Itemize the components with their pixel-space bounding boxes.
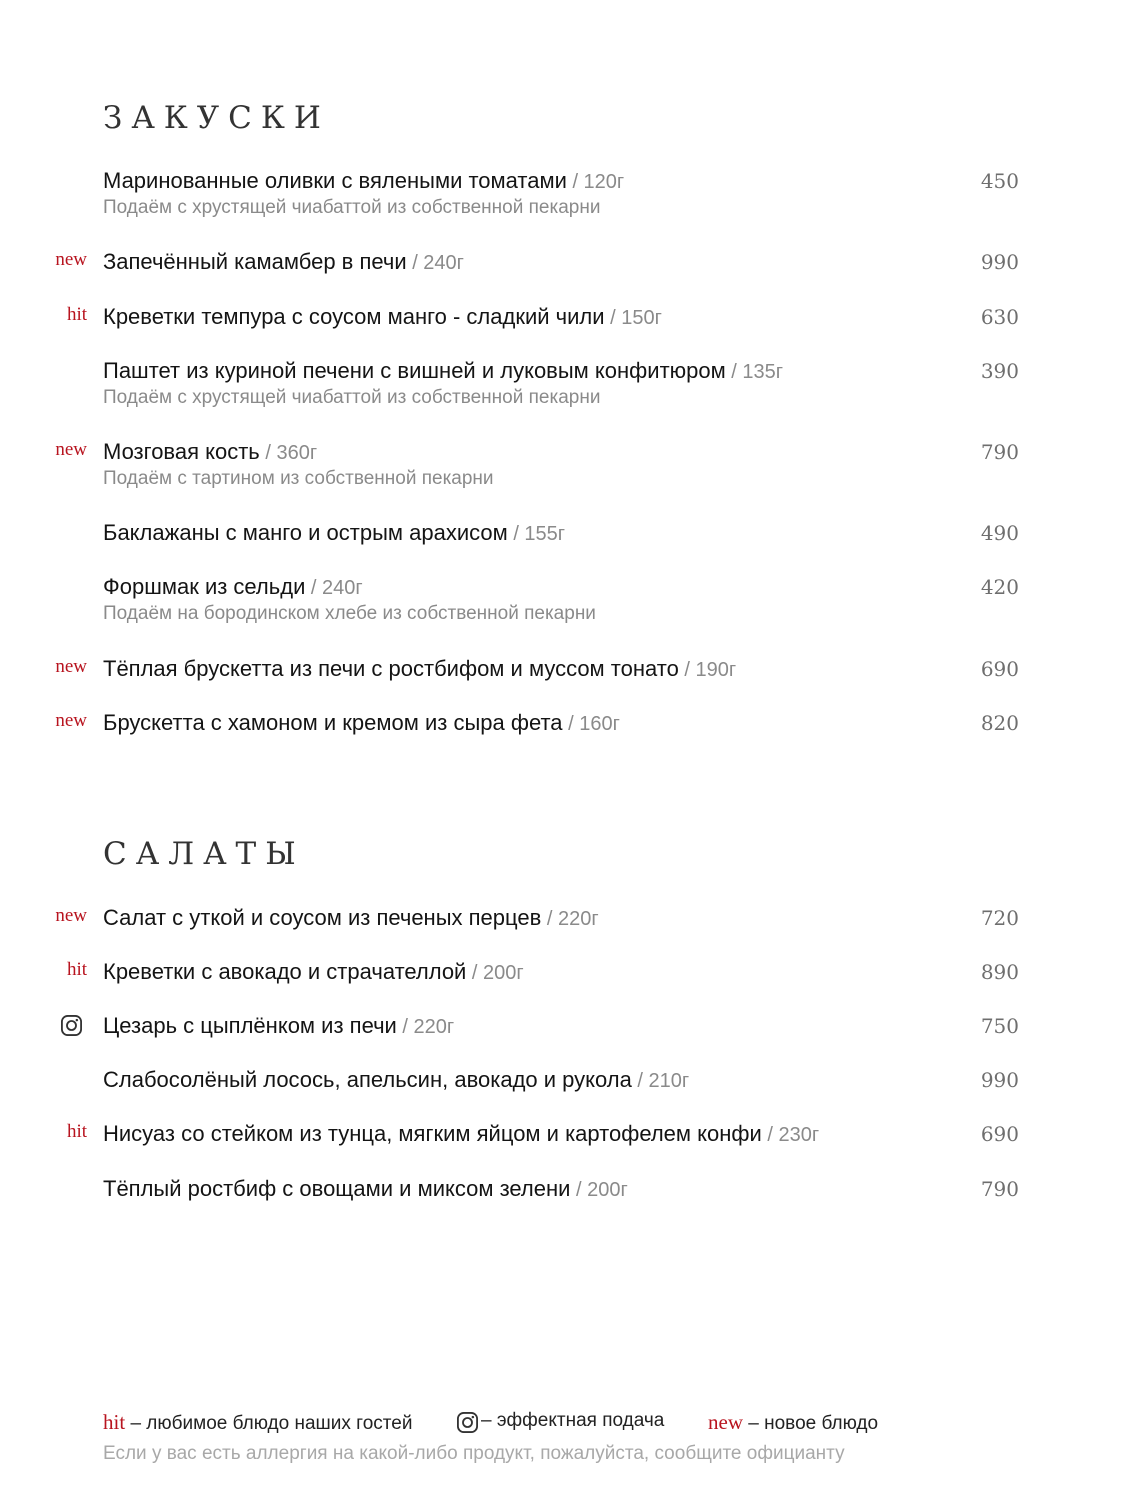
item-price: 490: [980, 521, 1019, 545]
instagram-icon: [60, 1014, 83, 1037]
item-price: 750: [980, 1014, 1019, 1038]
item-price: 690: [980, 657, 1019, 681]
item-name: Баклажаны с манго и острым арахисом: [103, 520, 508, 545]
hit-badge: hit: [66, 304, 87, 325]
item-price: 390: [980, 359, 1019, 383]
legend-hit-mark: hit: [103, 1410, 126, 1434]
item-price: 450: [980, 169, 1019, 193]
item-weight: / 240г: [406, 252, 464, 274]
item-name: Креветки темпура с соусом манго - сладкий чили: [103, 304, 605, 329]
item-price: 720: [980, 906, 1019, 930]
item-name: Тёплая брускетта из печи с ростбифом и муссом тонато: [103, 656, 679, 681]
item-name: Мозговая кость: [103, 439, 260, 464]
item-price: 420: [980, 575, 1019, 599]
legend-icon-text: – эффектная подача: [481, 1410, 665, 1431]
item-weight: / 360г: [259, 442, 318, 464]
item-price: 820: [980, 711, 1019, 735]
allergy-note: Если у вас есть аллергия на какой-либо продукт, пожалуйста, сообщите официанту: [103, 1443, 845, 1464]
new-badge: new: [55, 656, 87, 677]
item-weight: / 200г: [570, 1179, 628, 1201]
item-weight: / 160г: [562, 713, 620, 735]
new-badge: new: [55, 905, 87, 926]
legend-hit-text: – любимое блюдо наших гостей: [125, 1413, 413, 1434]
item-description: Подаём с тартином из собственной пекарни: [103, 468, 494, 489]
legend-new: [708, 1410, 878, 1435]
item-price: 630: [980, 305, 1019, 329]
item-weight: / 155г: [507, 523, 566, 545]
new-badge: new: [55, 710, 87, 731]
hit-badge: hit: [66, 1121, 87, 1142]
item-price: 990: [980, 250, 1019, 274]
item-weight: / 120г: [566, 171, 625, 193]
section-title-zakuski: ЗАКУСКИ: [103, 100, 330, 136]
new-badge: new: [55, 249, 87, 270]
item-weight: / 200г: [466, 962, 524, 984]
item-weight: / 150г: [604, 307, 662, 329]
item-weight: / 190г: [678, 659, 737, 681]
legend-new-mark: new: [708, 1410, 743, 1434]
item-price: 890: [980, 960, 1019, 984]
item-name: Брускетта с хамоном и кремом из сыра фета: [103, 710, 563, 735]
item-weight: / 220г: [541, 908, 599, 930]
item-name: Запечённый камамбер в печи: [103, 249, 407, 274]
item-price: 990: [980, 1068, 1019, 1092]
legend: [103, 1410, 1003, 1440]
new-badge: new: [55, 439, 87, 460]
item-name: Форшмак из сельди: [103, 574, 306, 599]
item-description: Подаём с хрустящей чиабаттой из собственной пекарни: [103, 387, 601, 408]
item-weight: / 220г: [396, 1016, 455, 1038]
item-name: Тёплый ростбиф с овощами и миксом зелени: [103, 1176, 571, 1201]
item-price: 690: [980, 1122, 1019, 1146]
item-weight: / 135г: [725, 361, 784, 383]
item-name: Цезарь с цыплёнком из печи: [103, 1013, 397, 1038]
item-name: Паштет из куриной печени с вишней и луковым конфитюром: [103, 358, 726, 383]
hit-badge: hit: [66, 959, 87, 980]
item-name: Нисуаз со стейком из тунца, мягким яйцом и картофелем конфи: [103, 1121, 762, 1146]
item-weight: / 240г: [305, 577, 363, 599]
item-description: Подаём на бородинском хлебе из собственной пекарни: [103, 603, 596, 624]
item-name: Салат с уткой и соусом из печеных перцев: [103, 905, 542, 930]
item-name: Креветки с авокадо и страчателлой: [103, 959, 467, 984]
legend-hit: [103, 1410, 412, 1435]
item-weight: / 230г: [761, 1124, 820, 1146]
legend-new-text: – новое блюдо: [743, 1413, 879, 1434]
section-title-salaty: САЛАТЫ: [103, 836, 305, 872]
item-name: Слабосолёный лосось, апельсин, авокадо и рукола: [103, 1067, 632, 1092]
item-name: Маринованные оливки с вялеными томатами: [103, 168, 567, 193]
item-price: 790: [980, 1177, 1019, 1201]
item-description: Подаём с хрустящей чиабаттой из собственной пекарни: [103, 197, 601, 218]
instagram-icon: [456, 1411, 479, 1434]
item-weight: / 210г: [631, 1070, 690, 1092]
item-price: 790: [980, 440, 1019, 464]
